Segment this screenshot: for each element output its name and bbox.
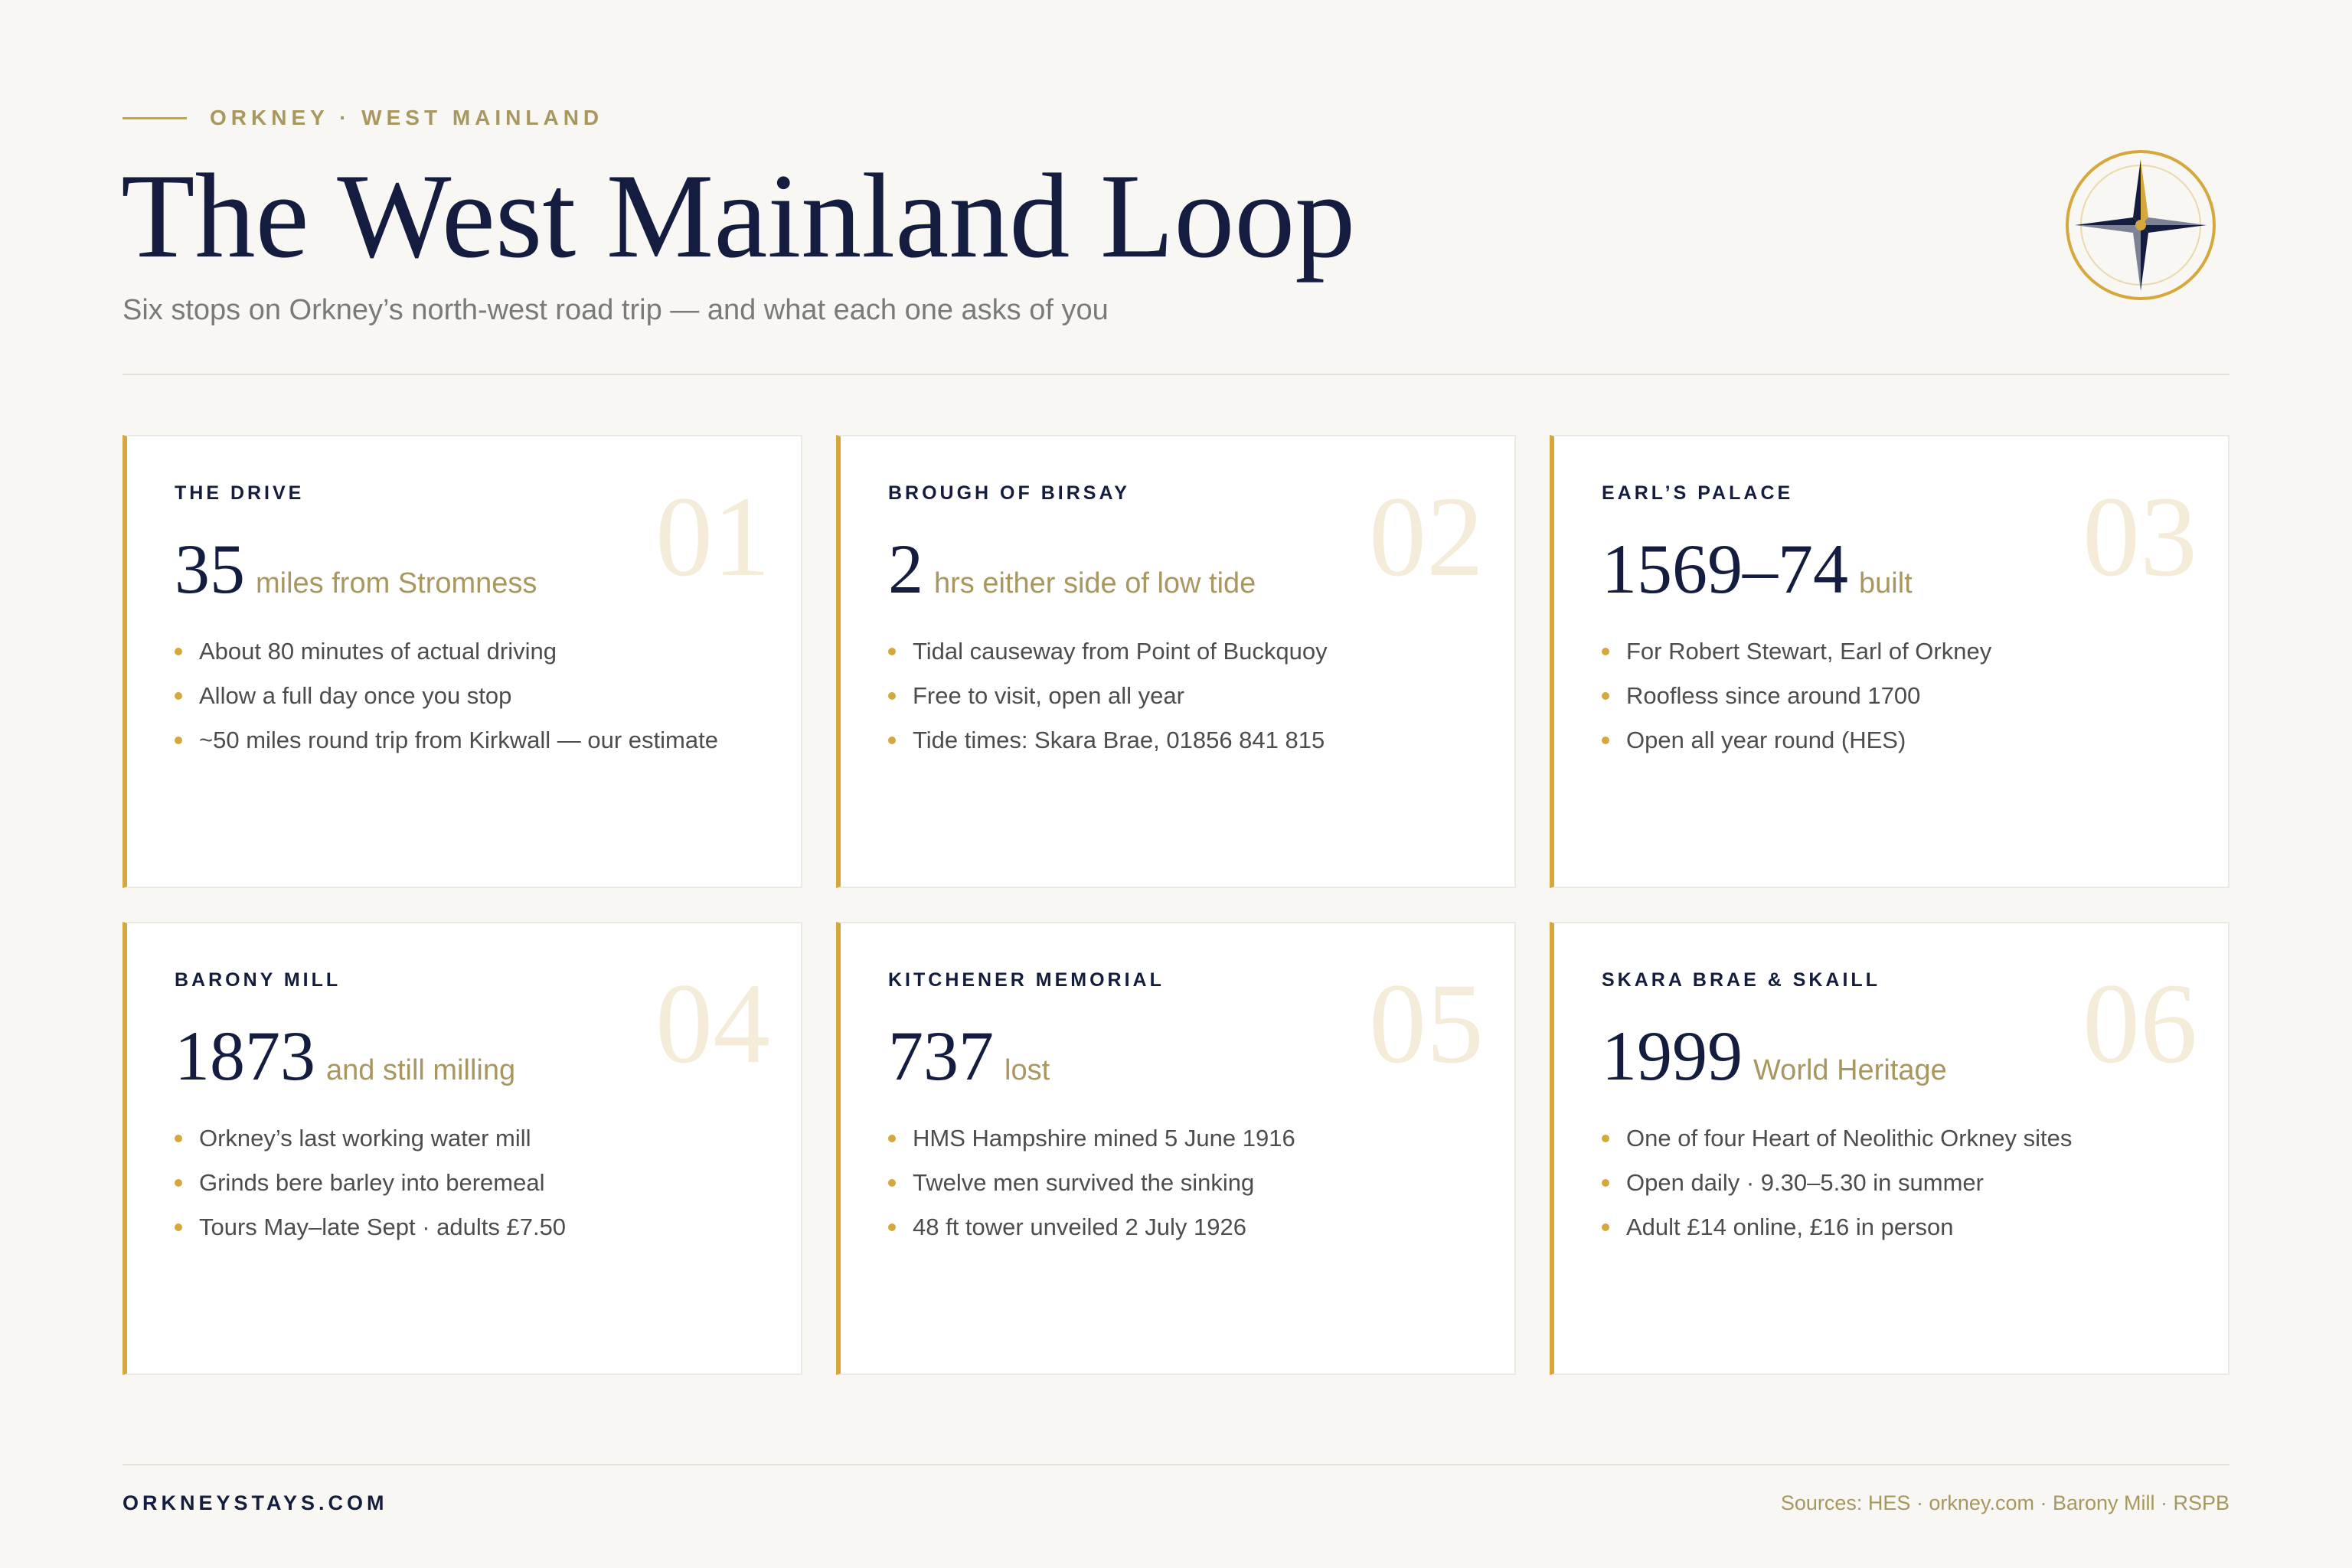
card-number: 05	[1369, 960, 1484, 1087]
bullet-text: HMS Hampshire mined 5 June 1916	[913, 1125, 1295, 1152]
card-bullet-list	[1602, 1116, 2072, 1250]
bullet-dot-icon	[888, 692, 896, 700]
bullet-text: Open all year round (HES)	[1626, 727, 1906, 753]
card-number: 06	[2082, 960, 2197, 1087]
list-item	[888, 674, 1328, 718]
card-number: 01	[655, 473, 770, 600]
stat-caption: lost	[1004, 1054, 1050, 1086]
bullet-dot-icon	[175, 692, 182, 700]
eyebrow-rule	[122, 117, 187, 119]
page-subtitle: Six stops on Orkney’s north-west road trip — and what each one asks of you	[122, 294, 1109, 326]
card-stat	[1602, 1015, 1947, 1096]
bullet-dot-icon	[1602, 1135, 1609, 1142]
card-label: BROUGH OF BIRSAY	[888, 482, 1130, 504]
list-item	[888, 718, 1328, 763]
bullet-dot-icon	[888, 648, 896, 655]
stat-caption: miles from Stromness	[256, 567, 537, 599]
header-divider	[122, 374, 2230, 375]
bullet-dot-icon	[888, 1179, 896, 1187]
bullet-dot-icon	[1602, 1179, 1609, 1187]
list-item	[175, 1161, 566, 1205]
stop-card-barony-mill	[122, 922, 802, 1375]
card-stat	[1602, 528, 1913, 609]
page-title: The West Mainland Loop	[121, 149, 1356, 283]
bullet-dot-icon	[888, 737, 896, 744]
stat-value: 2	[888, 530, 923, 608]
bullet-dot-icon	[175, 1135, 182, 1142]
bullet-dot-icon	[1602, 1223, 1609, 1231]
card-number: 04	[655, 960, 770, 1087]
card-label: KITCHENER MEMORIAL	[888, 969, 1165, 991]
bullet-text: Tidal causeway from Point of Buckquoy	[913, 638, 1328, 665]
bullet-text: 48 ft tower unveiled 2 July 1926	[913, 1214, 1246, 1240]
card-number: 03	[2082, 473, 2197, 600]
bullet-text: One of four Heart of Neolithic Orkney sites	[1626, 1125, 2073, 1152]
bullet-dot-icon	[888, 1135, 896, 1142]
bullet-dot-icon	[175, 737, 182, 744]
bullet-dot-icon	[1602, 737, 1609, 744]
bullet-text: Twelve men survived the sinking	[913, 1169, 1255, 1196]
bullet-text: Roofless since around 1700	[1626, 682, 1921, 709]
eyebrow-text: ORKNEY · WEST MAINLAND	[210, 106, 604, 129]
stop-card-skara-brae	[1550, 922, 2230, 1375]
bullet-text: Allow a full day once you stop	[199, 682, 512, 709]
bullet-dot-icon	[1602, 648, 1609, 655]
bullet-text: Tours May–late Sept · adults £7.50	[199, 1214, 567, 1240]
site-link[interactable]: ORKNEYSTAYS.COM	[122, 1491, 388, 1514]
stat-value: 1999	[1602, 1017, 1743, 1095]
list-item	[175, 674, 718, 718]
sources-note: Sources: HES · orkney.com · Barony Mill · RSPB	[1780, 1491, 2230, 1514]
card-stat	[888, 528, 1256, 609]
stop-card-earls-palace	[1550, 435, 2230, 888]
stat-value: 737	[888, 1017, 994, 1095]
list-item	[1602, 674, 1991, 718]
bullet-text: Open daily · 9.30–5.30 in summer	[1626, 1169, 1984, 1196]
card-bullet-list	[1602, 629, 1991, 763]
list-item	[888, 1116, 1295, 1161]
card-bullet-list	[888, 1116, 1295, 1250]
stat-caption: built	[1859, 567, 1913, 599]
bullet-dot-icon	[175, 1223, 182, 1231]
card-number: 02	[1369, 473, 1484, 600]
stat-caption: hrs either side of low tide	[934, 567, 1256, 599]
card-bullet-list	[175, 1116, 566, 1250]
footer-divider	[122, 1464, 2230, 1465]
bullet-text: Orkney’s last working water mill	[199, 1125, 531, 1152]
list-item	[175, 1205, 566, 1250]
stop-card-kitchener-memorial	[836, 922, 1516, 1375]
list-item	[175, 629, 718, 674]
stat-caption: World Heritage	[1753, 1054, 1947, 1086]
list-item	[1602, 1205, 2072, 1250]
bullet-dot-icon	[888, 1223, 896, 1231]
card-bullet-list	[888, 629, 1328, 763]
card-label: BARONY MILL	[175, 969, 341, 991]
card-label: EARL’S PALACE	[1602, 482, 1794, 504]
list-item	[1602, 1161, 2072, 1205]
card-label: THE DRIVE	[175, 482, 305, 504]
list-item	[888, 1205, 1295, 1250]
card-label: SKARA BRAE & SKAILL	[1602, 969, 1880, 991]
card-bullet-list	[175, 629, 718, 763]
stop-card-brough-of-birsay	[836, 435, 1516, 888]
stat-value: 1873	[175, 1017, 315, 1095]
bullet-text: Grinds bere barley into beremeal	[199, 1169, 545, 1196]
card-stat	[175, 1015, 515, 1096]
card-stat	[888, 1015, 1050, 1096]
list-item	[1602, 629, 1991, 674]
list-item	[175, 718, 718, 763]
stat-caption: and still milling	[326, 1054, 516, 1086]
bullet-text: About 80 minutes of actual driving	[199, 638, 557, 665]
bullet-dot-icon	[175, 1179, 182, 1187]
bullet-text: Tide times: Skara Brae, 01856 841 815	[913, 727, 1325, 753]
stat-value: 1569–74	[1602, 530, 1848, 608]
bullet-text: ~50 miles round trip from Kirkwall — our estimate	[199, 727, 718, 753]
bullet-text: For Robert Stewart, Earl of Orkney	[1626, 638, 1992, 665]
card-stat	[175, 528, 537, 609]
list-item	[888, 629, 1328, 674]
eyebrow	[122, 106, 603, 130]
bullet-dot-icon	[1602, 692, 1609, 700]
list-item	[1602, 1116, 2072, 1161]
compass-rose-icon	[2063, 147, 2219, 303]
stat-value: 35	[175, 530, 245, 608]
list-item	[175, 1116, 566, 1161]
stop-card-the-drive	[122, 435, 802, 888]
list-item	[1602, 718, 1991, 763]
list-item	[888, 1161, 1295, 1205]
bullet-text: Adult £14 online, £16 in person	[1626, 1214, 1954, 1240]
bullet-text: Free to visit, open all year	[913, 682, 1184, 709]
bullet-dot-icon	[175, 648, 182, 655]
